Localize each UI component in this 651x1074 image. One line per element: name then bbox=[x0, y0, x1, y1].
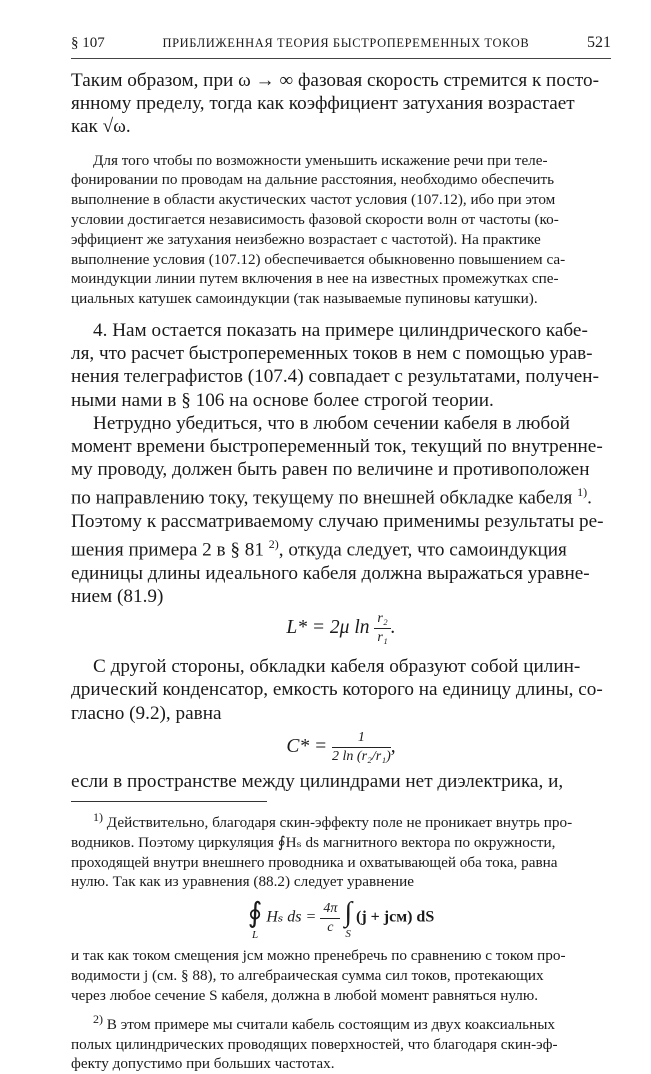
text-span: Действительно, благодаря скин-эффекту поле не проникает внутрь про- bbox=[106, 814, 573, 832]
text-line: циальных катушек самоиндукции (так называемые пупиновы катушки). bbox=[71, 290, 538, 308]
text-line: нения телеграфистов (107.4) совпадает с результатами, получен- bbox=[71, 366, 599, 388]
text-line: и так как током смещения jсм можно пренебречь по сравнению с током про- bbox=[71, 947, 566, 965]
paragraph-capacitor bbox=[71, 655, 611, 725]
text-line: фонировании по проводам на дальние расстояния, необходимо обеспечить bbox=[71, 171, 555, 189]
formula-lhs: Hₛ ds = bbox=[266, 908, 317, 926]
text-line bbox=[71, 1010, 611, 1035]
text-line: гласно (9.2), равна bbox=[71, 702, 222, 724]
text-line: фекту допустимо при больших частотах. bbox=[71, 1055, 335, 1073]
integral-limit: L bbox=[251, 929, 259, 942]
paragraph-phase-velocity bbox=[71, 69, 611, 139]
formula-punct: . bbox=[390, 617, 396, 639]
text-span: шения примера 2 в § 81 bbox=[71, 539, 264, 561]
text-line bbox=[71, 481, 611, 510]
footnote-2 bbox=[71, 1010, 611, 1074]
fraction-denominator: 2 ln (r₂/r₁) bbox=[332, 748, 391, 764]
text-line: нием (81.9) bbox=[71, 586, 164, 607]
text-line: Таким образом, при ω → ∞ фазовая скорость стремится к посто- bbox=[71, 70, 600, 91]
formula-capacitance bbox=[71, 729, 611, 766]
text-line: С другой стороны, обкладки кабеля образуют собой цилин- bbox=[93, 656, 581, 678]
text-line: выполнение в области акустических частот условия (107.12), ибо при этом bbox=[71, 191, 556, 209]
paragraph-cable-example bbox=[71, 319, 611, 412]
formula-lhs: L* = 2μ ln bbox=[286, 617, 370, 639]
fraction-denominator: c bbox=[327, 919, 334, 935]
text-line: Поэтому к рассматриваемому случаю применимы результаты ре- bbox=[71, 511, 604, 532]
page-number: 521 bbox=[587, 34, 611, 51]
paragraph-current-equality bbox=[71, 412, 611, 608]
text-line: водников. Поэтому циркуляция ∮Hₛ ds магнитного вектора по окружности, bbox=[71, 833, 556, 851]
text-line: если в пространстве между цилиндрами нет диэлектрика, и, bbox=[71, 770, 564, 792]
text-line: Для того чтобы по возможности уменьшить искажение речи при теле- bbox=[93, 151, 548, 169]
integral-sign: ∫ S bbox=[344, 897, 352, 941]
fraction bbox=[374, 610, 390, 647]
text-line bbox=[71, 808, 611, 833]
formula-inductance bbox=[71, 610, 611, 647]
contour-integral-sign: ∮ L bbox=[247, 898, 263, 942]
text-line: эффициент же затухания неизбежно возрастает с частотой). На практике bbox=[71, 230, 541, 248]
text-line: нулю. Так как из уравнения (88.2) следует уравнение bbox=[71, 873, 414, 891]
text-span: по направлению току, текущему по внешней обкладке кабеля bbox=[71, 487, 573, 509]
section-number: § 107 bbox=[71, 35, 105, 51]
fraction bbox=[320, 900, 340, 937]
text-line: моиндукции линии путем включения в нее на известных промежутках спе- bbox=[71, 270, 559, 288]
text-line: как √ω. bbox=[71, 116, 131, 138]
text-line bbox=[71, 533, 611, 562]
running-title: ПРИБЛИЖЕННАЯ ТЕОРИЯ БЫСТРОПЕРЕМЕННЫХ ТОКОВ bbox=[162, 36, 530, 50]
text-line: му проводу, должен быть равен по величине и противоположен bbox=[71, 459, 590, 481]
formula-lhs: C* = bbox=[286, 735, 328, 757]
footnote-divider bbox=[71, 801, 267, 802]
text-span: , откуда следует, что самоиндукция bbox=[278, 539, 567, 561]
text-line: дрический конденсатор, емкость которого на единицу длины, со- bbox=[71, 679, 603, 701]
text-span: . bbox=[587, 487, 592, 509]
text-line: через любое сечение S кабеля, должна в любой момент равняться нулю. bbox=[71, 986, 538, 1004]
running-header bbox=[71, 34, 611, 59]
text-line: ными нами в § 106 на основе более строгой теории. bbox=[71, 389, 494, 411]
page bbox=[71, 34, 611, 1074]
footnote-mark: 1) bbox=[93, 810, 103, 825]
text-line: 4. Нам остается показать на примере цилиндрического кабе- bbox=[93, 319, 588, 341]
text-line: Нетрудно убедиться, что в любом сечении кабеля в любой bbox=[93, 412, 570, 434]
text-line: янному пределу, тогда как коэффициент затухания возрастает bbox=[71, 93, 575, 115]
integral-limit: S bbox=[345, 928, 351, 941]
formula-rhs: (j + jсм) dS bbox=[356, 908, 435, 926]
text-span: В этом примере мы считали кабель состоящим из двух коаксиальных bbox=[106, 1015, 556, 1033]
fraction-numerator: 1 bbox=[332, 729, 391, 748]
text-line: момент времени быстропеременный ток, текущий по внутренне- bbox=[71, 436, 603, 457]
formula-punct: , bbox=[390, 735, 396, 757]
fraction-denominator: r₁ bbox=[377, 630, 388, 646]
fraction-numerator: r₂ bbox=[374, 610, 390, 629]
formula-circulation bbox=[71, 896, 611, 940]
footnote-1 bbox=[71, 808, 611, 1006]
text-line: ля, что расчет быстропеременных токов в нем с помощью урав- bbox=[71, 343, 593, 365]
fraction bbox=[332, 729, 391, 766]
footnote-ref-1[interactable]: 1) bbox=[577, 485, 588, 500]
footnote-mark: 2) bbox=[93, 1011, 103, 1026]
text-line: условии достигается независимость фазовой скорости волн от частоты (ко- bbox=[71, 211, 559, 228]
footnote-ref-2[interactable]: 2) bbox=[268, 537, 279, 552]
fraction-numerator: 4π bbox=[320, 900, 340, 919]
paragraph-telephony-note bbox=[71, 151, 611, 309]
text-line: единицы длины идеального кабеля должна выражаться уравне- bbox=[71, 562, 590, 584]
text-line: полых цилиндрических проводящих поверхностей, что благодаря скин-эф- bbox=[71, 1035, 558, 1053]
text-line: выполнение условия (107.12) обеспечивается обыкновенно повышением са- bbox=[71, 250, 566, 268]
text-line: проходящей внутри внешнего проводника и охватывающей оба тока, равна bbox=[71, 853, 558, 871]
text-line: водимости j (см. § 88), то алгебраическая сумма сил токов, протекающих bbox=[71, 967, 544, 985]
